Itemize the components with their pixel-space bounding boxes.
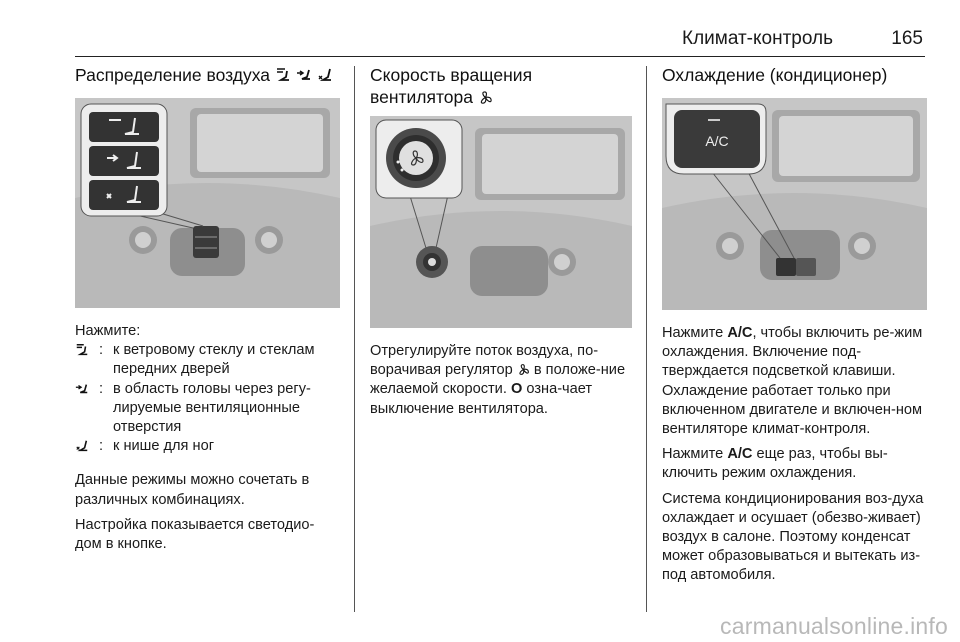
list-item: : к нише для ног bbox=[75, 437, 340, 459]
column-divider bbox=[646, 66, 647, 612]
ac-on-text: Нажмите A/C, чтобы включить ре-жим охлаждения. Включение под-тверждается подсветкой клавиши. Охлаждение работает только при включенном двигателе и включен-ном вентиляторе климат-контроля. bbox=[662, 325, 923, 438]
intro-text: Нажмите: bbox=[75, 323, 141, 339]
fan-icon bbox=[478, 90, 493, 105]
fan-speed-text: Отрегулируйте поток воздуха, по-ворачивая регулятор в положе-ние желаемой скорости. O озна-чает выключение вентилятора. bbox=[370, 343, 626, 417]
windshield-airflow-icon bbox=[275, 67, 291, 83]
air-distribution-photo bbox=[75, 98, 340, 308]
air-distribution-heading: Распределение воздуха bbox=[75, 64, 340, 86]
air-distribution-section bbox=[75, 64, 340, 554]
windshield-airflow-icon bbox=[75, 343, 89, 357]
cooling-heading: Охлаждение (кондиционер) bbox=[662, 65, 888, 85]
fan-speed-heading: Скорость вращения вентилятора bbox=[370, 65, 533, 107]
fan-speed-photo bbox=[370, 116, 632, 328]
ac-button-label: A/C bbox=[705, 133, 729, 149]
ac-off-text: Нажмите A/C еще раз, чтобы вы-ключить режим охлаждения. bbox=[662, 446, 888, 482]
watermark: carmanualsonline.info bbox=[720, 613, 948, 639]
cooling-section bbox=[662, 64, 927, 586]
section-title: Климат-контроль bbox=[682, 28, 833, 49]
list-item: : к ветровому стеклу и стеклам передних дверей bbox=[75, 341, 340, 379]
column-divider bbox=[354, 66, 355, 612]
ac-photo bbox=[662, 98, 927, 310]
head-airflow-icon bbox=[296, 67, 312, 83]
head-airflow-icon bbox=[75, 382, 89, 396]
ac-condensation-text: Система кондиционирования воз-духа охлаждает и осушает (обезво-живает) воздух в салоне. Поэтому конденсат может образовываться и вытекать из-под автомобиля. bbox=[662, 490, 924, 584]
combination-note: Данные режимы можно сочетать в различных комбинациях. bbox=[75, 472, 310, 508]
foot-airflow-icon bbox=[75, 439, 89, 453]
foot-airflow-icon bbox=[317, 67, 333, 83]
fan-speed-section bbox=[370, 64, 632, 419]
list-item: : в область головы через регу-лируемые вентиляционные отверстия bbox=[75, 380, 340, 438]
fan-icon bbox=[517, 363, 530, 376]
led-note: Настройка показывается светодио-дом в кнопке. bbox=[75, 516, 315, 553]
page-header bbox=[75, 22, 925, 57]
page-number: 165 bbox=[891, 28, 923, 49]
